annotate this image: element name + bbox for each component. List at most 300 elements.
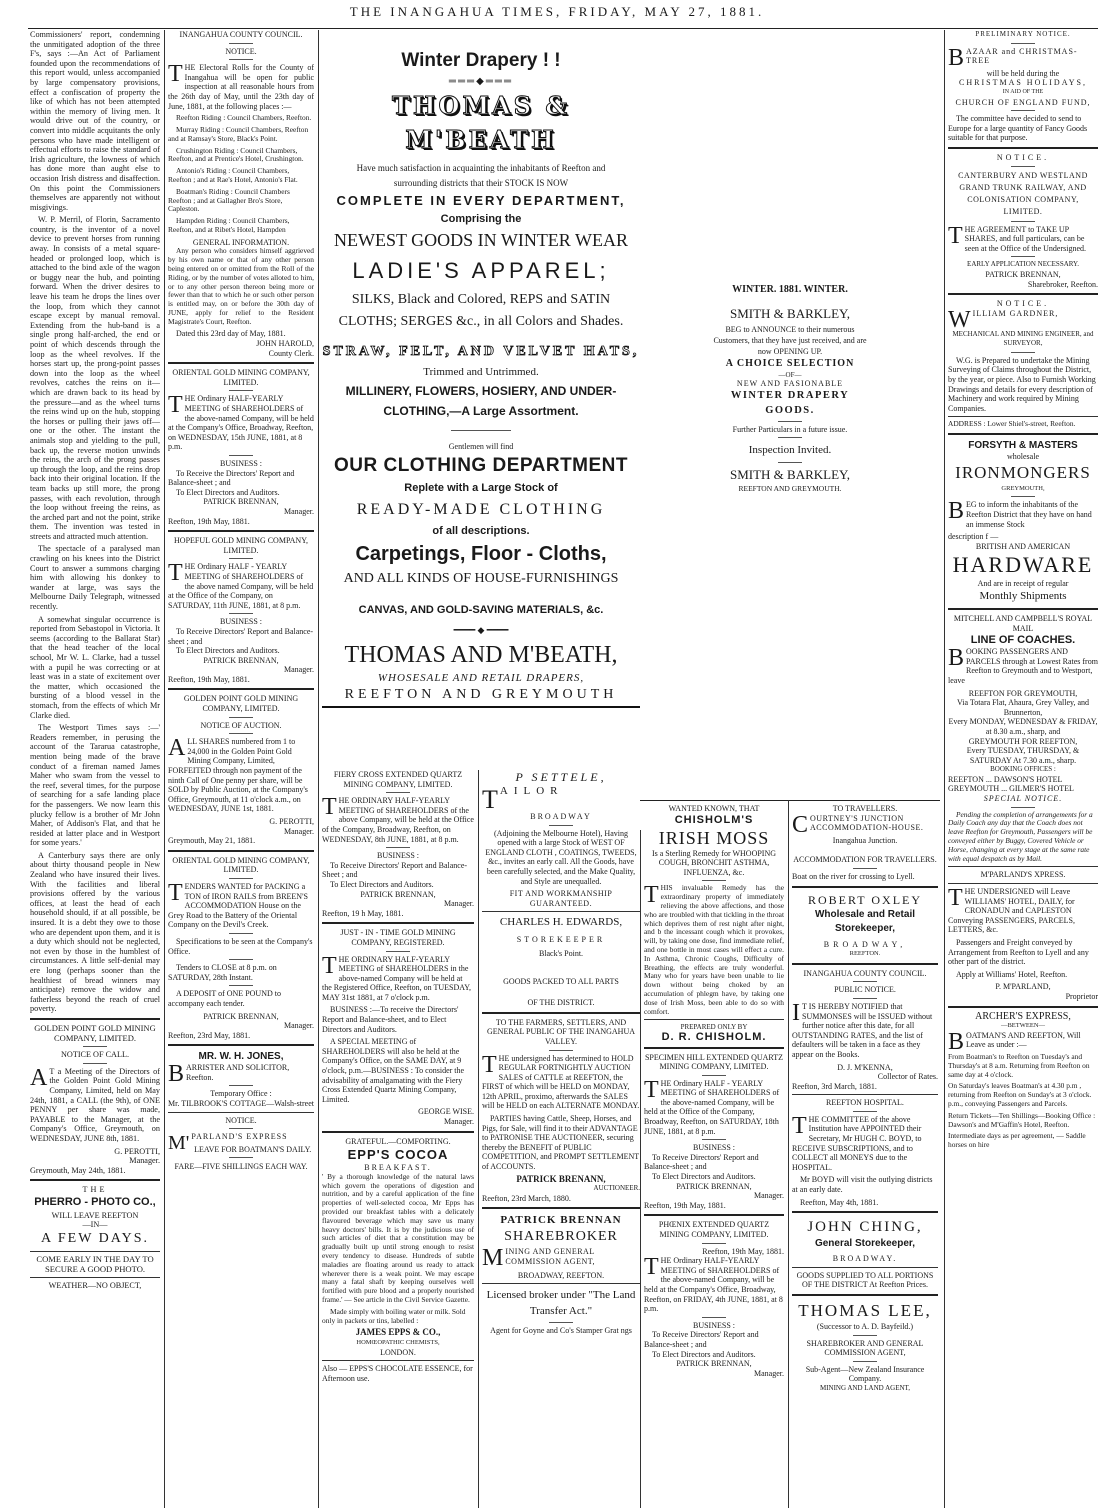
section-rule bbox=[948, 293, 1098, 295]
column-4-right bbox=[792, 804, 938, 1508]
towns-line: REEFTON AND GREYMOUTH bbox=[322, 686, 640, 708]
signature: PATRICK BRENNAN, bbox=[203, 1011, 279, 1021]
british-american: BRITISH AND AMERICAN bbox=[975, 541, 1071, 551]
complete-heading: COMPLETE IN EVERY DEPARTMENT, bbox=[336, 193, 626, 208]
column-3-left bbox=[322, 770, 474, 1508]
column-divider bbox=[318, 30, 319, 1508]
hopeful-title: HOPEFUL GOLD MINING COMPANY, LIMITED. bbox=[174, 536, 308, 555]
riding-item: Murray Riding : Council Chambers, Reefton and at Ramsay's Store, Black's Point. bbox=[168, 124, 309, 143]
short-rule bbox=[229, 733, 253, 734]
short-rule bbox=[1011, 110, 1035, 111]
ching-broadway: BROADWAY. bbox=[832, 1254, 898, 1264]
business-item: To Receive Directors' Report and Balance-sheet ; and bbox=[644, 1152, 759, 1172]
section-rule bbox=[792, 1294, 938, 1296]
business-item: To Receive the Directors' Report and Balance-sheet ; and bbox=[168, 468, 295, 488]
public-notice-body: T IS HEREBY NOTIFIED that SUMMONSES will be ISSUED without further notice after this date, for all OUTSTANDING RATES, and the list of defaulters will be taken in a face as they appear on the Books. bbox=[792, 1001, 933, 1059]
signature-role: Manager. bbox=[444, 1117, 474, 1126]
short-rule bbox=[1011, 166, 1035, 167]
section-rule bbox=[30, 1277, 160, 1278]
short-rule bbox=[549, 1050, 573, 1051]
monthly-shipments: Monthly Shipments bbox=[979, 589, 1067, 602]
riding-item: Boatman's Riding : Council Chambers Reefton ; and at Gallagher Bro's Store, Capleston. bbox=[168, 186, 290, 214]
winter-drapery-heading: Winter Drapery ! ! bbox=[401, 50, 561, 71]
irish-moss-body: HIS invaluable Remedy has the extraordinary property of immediately relieving the above affections, and those who are troubled with that tickling in the throat which deprives them of rest night after night, and b the incessant cough which it provokes, will, by taking one dose, find immediate relief, and one bottle in most cases will effect a cure. In Asthma, Chronic Coughs, Difficulty of Breathing, the effects are truly wonderful. Many who for years have been unable to lie down without being choked by an accumulation of phlegm have, by taking one dose of Irish Moss, been able to do so with comfort. bbox=[644, 883, 784, 1016]
successor-line: (Successor to A. D. Bayfeild.) bbox=[816, 1322, 914, 1331]
photo-line: WEATHER—NO OBJECT, bbox=[48, 1281, 142, 1291]
short-rule bbox=[229, 558, 253, 559]
auction-body: HE undersigned has determined to HOLD REGULAR FORTNIGHTLY AUCTION SALES of CATTLE at REEFTON, the FIRST of which will be HELD on MONDAY, 12th APRIL, proximo, afterwards the SALES will be HELD on each ALTERNATE MONDAY. bbox=[482, 1053, 640, 1111]
golden-point-title: GOLDEN POINT GOLD MINING COMPANY, LIMITED. bbox=[34, 1022, 156, 1043]
remedy-line: Is a Sterling Remedy for WHOOPING COUGH, BRONCHIT ASTHMA, INFLUENZA, &c. bbox=[651, 848, 777, 877]
booking-body: OOKING PASSENGERS AND PARCELS through at Lowest Rates from Reefton to Greymouth and to Westport, leave bbox=[948, 647, 1098, 685]
section-rule bbox=[640, 800, 940, 801]
gp-auction-body: LL SHARES numbered from 1 to 24,000 in the Golden Point Gold Mining Company, Limited, FORFEITED through non payment of the ninth Call of One penny per share, will be SOLD by Public Auction, at the Company's Office, Greymouth, at 11 o'clock a.m., on WEDNESDAY, JUNE 1st, 1881. bbox=[168, 737, 308, 814]
jones-office: Temporary Office : bbox=[210, 1089, 272, 1099]
clothing-department-heading: OUR CLOTHING DEPARTMENT bbox=[333, 455, 629, 476]
general-storekeeper: General Storekeeper, bbox=[814, 1238, 916, 1250]
riding-item: Crushington Riding : Council Chambers, Reefton, and at Prentice's Hotel, Crushington. bbox=[168, 145, 304, 164]
section-rule bbox=[322, 1131, 474, 1133]
column-divider bbox=[944, 30, 945, 1508]
oriental-tender-body: ENDERS WANTED for PACKING a TON of IRON RAILS from BREEN'S ACCOMMODATION House on the Grey Road to the Battery of the Oriental Company on the Devil's Creek. bbox=[168, 881, 308, 930]
booking-offices: BOOKING OFFICES : bbox=[990, 765, 1056, 774]
reefton-greymouth: REEFTON AND GREYMOUTH. bbox=[738, 484, 842, 493]
general-info-body: Any person who considers himself aggrieved by his own name or that of any other person being entered on or omitted from the Roll of the Riding, or by the number of votes alloted to him, or to any other person thereon being more or fewer than that to which he or such other person is entitled may, on or before the 30th day of JUNE, apply for relief to the Resident Magistrate's Court, Reefton. bbox=[168, 246, 314, 326]
photo-few-days: A FEW DAYS. bbox=[41, 1231, 149, 1247]
specimen-body: HE Ordinary HALF - YEARLY MEETING of SHAREHOLDERS of the above-named Company, will be held at the Office of the Company, Broadway, Reefton, on SATURDAY, 18th JUNE, 1881, at 8 p.m. bbox=[644, 1078, 780, 1136]
jones-address: Mr. TILBROOK'S COTTAGE—Walsh-street bbox=[168, 1099, 314, 1109]
signature: PATRICK BRENNAN, bbox=[360, 889, 436, 899]
article-paragraph: The spectacle of a paralysed man crawling on his knees into the District Court to answer a summons charging him with allowing his donkey to wander at large, was says the Melbourne Daily Telegraph, witnessed recently. bbox=[30, 544, 160, 612]
goods-packed: GOODS PACKED TO ALL PARTS bbox=[503, 976, 619, 986]
short-rule bbox=[386, 847, 410, 848]
section-rule bbox=[644, 1214, 784, 1216]
mining-land-agent: MINING AND LAND AGENT, bbox=[819, 1383, 911, 1392]
riding-item: Antonio's Riding : Council Chambers, Reefton ; and at Rae's Hotel, Antonio's Flat. bbox=[168, 166, 298, 184]
comprising-text: Comprising the bbox=[440, 213, 522, 225]
council-title: INANGAHUA COUNTY COUNCIL. bbox=[179, 30, 303, 39]
replete-text: Replete with a Large Stock of bbox=[404, 482, 558, 494]
irish-moss-heading: IRISH MOSS bbox=[658, 827, 770, 848]
greymouth-label: GREYMOUTH, bbox=[1001, 484, 1045, 492]
office-line: GREYMOUTH ... GILMER'S HOTEL bbox=[948, 784, 1074, 794]
drop-cap-m: M bbox=[482, 1245, 504, 1272]
cloths-line: CLOTHS; SERGES &c., in all Colors and Shades. bbox=[338, 314, 624, 329]
section-rule bbox=[168, 1112, 314, 1113]
epps-body: ' By a thorough knowledge of the natural laws which govern the operations of digestion and nutrition, and by a careful application of the fine properties of well-selected cocoa, Mr Epps has provided our breakfast tables with a delicately flavoured beverage which may save us many heavy doctors' bills. It is by the judicious use of such articles of diet that a constitution may be gradually built up until strong enough to resist every tendency to disease. Hundreds of subtle maladies are floating around us ready to attack wherever there is a weak point. We may escape many a fatal shaft by keeping ourselves well fortified with pure blood and a properly nourished frame.' — See article in the Civil Service Gazette. bbox=[322, 1171, 474, 1304]
grateful-line: GRATEFUL.—COMFORTING. bbox=[345, 1136, 451, 1146]
drop-cap-t: T bbox=[482, 1051, 497, 1078]
of-line: —OF— bbox=[778, 371, 802, 379]
all-descriptions-text: of all descriptions. bbox=[432, 525, 530, 537]
gentlemen-text: Gentlemen will find bbox=[448, 442, 514, 451]
storekeeper-label: STOREKEEPER bbox=[516, 935, 606, 945]
short-rule bbox=[778, 421, 802, 422]
fiery-title: FIERY CROSS EXTENDED QUARTZ MINING COMPANY, LIMITED. bbox=[333, 770, 463, 789]
drop-cap-t: T bbox=[948, 885, 963, 912]
express-title: PARLAND'S EXPRESS bbox=[191, 1132, 288, 1142]
choice-selection: A CHOICE SELECTION bbox=[725, 358, 855, 369]
smith-barkley-heading: SMITH & BARKLEY, bbox=[729, 306, 851, 321]
short-rule bbox=[549, 1322, 573, 1323]
mparland-xpress: M'PARLAND'S XPRESS. bbox=[980, 870, 1066, 880]
winter-1881-heading: WINTER. 1881. WINTER. bbox=[732, 284, 848, 295]
committee-text: The committee have decided to send to Europe for a large quantity of Fancy Goods suitable for that purpose. bbox=[948, 114, 1088, 143]
broadway-label: BROADWAY bbox=[530, 812, 592, 821]
section-rule bbox=[948, 1006, 1098, 1008]
drop-cap-t: T bbox=[644, 882, 659, 909]
signature: P. M'PARLAND, bbox=[995, 982, 1051, 992]
drop-cap-b: B bbox=[948, 498, 965, 525]
short-rule bbox=[451, 430, 511, 431]
notice-date: Reefton, May 4th, 1881. bbox=[800, 1197, 879, 1207]
wholesale-label: wholesale bbox=[1007, 452, 1039, 462]
tailor-label: AILOR bbox=[499, 785, 564, 797]
notice-heading: NOTICE. bbox=[996, 299, 1050, 309]
christmas-holidays: CHRISTMAS HOLIDAYS, bbox=[959, 78, 1087, 88]
wholesale-line: WHOSESALE AND RETAIL DRAPERS, bbox=[377, 672, 585, 684]
short-rule bbox=[778, 437, 802, 438]
column-divider bbox=[164, 30, 165, 1508]
drop-cap-a: A bbox=[168, 735, 186, 762]
column-1 bbox=[30, 30, 160, 1508]
section-rule bbox=[948, 883, 1098, 884]
signature-role: Proprietor bbox=[1065, 991, 1098, 1001]
section-rule bbox=[792, 1211, 938, 1213]
signature-role: Manager. bbox=[284, 826, 314, 836]
notice-date: Reefton, 19th May, 1881. bbox=[644, 1200, 726, 1210]
section-rule bbox=[792, 1267, 938, 1268]
accommodation-line: ACCOMMODATION FOR TRAVELLERS. bbox=[793, 855, 937, 865]
signature: GEORGE WISE. bbox=[418, 1107, 474, 1117]
epps-made: Made simply with boiling water or milk. Sold only in packets or tins, labelled : bbox=[322, 1306, 466, 1325]
short-rule bbox=[853, 868, 877, 869]
newest-goods-heading: NEWEST GOODS IN WINTER WEAR bbox=[334, 230, 628, 250]
ready-made-heading: READY-MADE CLOTHING bbox=[356, 501, 606, 518]
boyd-line: Mr BOYD will visit the outlying districts at an early date. bbox=[792, 1175, 933, 1195]
short-rule bbox=[702, 1317, 726, 1318]
inspection-invited: Inspection Invited. bbox=[748, 444, 832, 456]
business-item: To Elect Directors and Auditors. bbox=[652, 1349, 756, 1359]
boatmans-heading: OATMAN'S AND REEFTON, Will Leave as under :— bbox=[966, 1030, 1081, 1050]
passengers-text: Passengers and Freight conveyed by Arrangement from Reefton to Lyell and any other part of the district. bbox=[948, 938, 1089, 967]
subagent-line: Sub-Agent—New Zealand Insurance Company. bbox=[805, 1364, 925, 1384]
short-rule bbox=[1011, 43, 1035, 44]
drop-cap-w: W bbox=[948, 306, 971, 333]
silks-line: SILKS, Black and Colored, REPS and SATIN bbox=[351, 292, 611, 307]
preliminary-notice: PRELIMINARY NOTICE. bbox=[975, 30, 1071, 38]
dr-chisholm: D. R. CHISHOLM. bbox=[661, 1030, 767, 1043]
oriental-title: ORIENTAL GOLD MINING COMPANY, LIMITED. bbox=[172, 368, 310, 387]
section-rule bbox=[644, 1047, 784, 1049]
section-rule bbox=[168, 1044, 314, 1046]
notice-date: Reefton, 19 h May, 1881. bbox=[322, 908, 404, 918]
specimen-title: SPECIMEN HILL EXTENDED QUARTZ MINING COMPANY, LIMITED. bbox=[644, 1052, 784, 1072]
business-label: BUSINESS : bbox=[692, 1143, 735, 1153]
short-rule bbox=[229, 959, 253, 960]
auctioneer-name: PATRICK BRENANN, bbox=[516, 1173, 606, 1184]
gp-auction-subtitle: NOTICE OF AUCTION. bbox=[200, 720, 282, 730]
section-rule bbox=[168, 530, 314, 532]
drop-cap-t: T bbox=[168, 560, 183, 587]
drop-cap-t: T bbox=[168, 392, 183, 419]
travellers-line: TO TRAVELLERS. bbox=[832, 804, 898, 813]
fiery-body: HE ORDINARY HALF-YEARLY MEETING of SHAREHOLDERS of the above Company, will be held at the Office of the Company, Broadway, Reefton, on WEDNESDAY, 8th JUNE, 1881, at 8 p.m. bbox=[322, 796, 474, 844]
drop-cap-c: C bbox=[792, 811, 809, 838]
settele-body: (Adjoining the Melbourne Hotel), Having opened with a large Stock of WEST OF ENGLAND CLOTH , COATINGS, TWEEDS, &c., invites an early call. All the Goods, have been carefully selected, and the Make Quality, and Style are unequalled. bbox=[485, 828, 637, 886]
jit-special: A SPECIAL MEETING of SHAREHOLDERS will also be held at the Company's Office, on the SAME DAY, at 9 o'clock, p.m.—BUSINESS : To consider the advisability of amalgamating with the Fiery Cross Extended Quartz Mining Company, Limited. bbox=[322, 1037, 465, 1104]
between-line: —BETWEEN— bbox=[1000, 1022, 1046, 1030]
short-rule bbox=[853, 1335, 877, 1336]
photo-in: —IN— bbox=[82, 1220, 108, 1230]
notice-date: Reefton, 19th May, 1881. bbox=[168, 674, 250, 684]
epps-chocolate: Also — EPPS'S CHOCOLATE ESSENCE, for Afternoon use. bbox=[322, 1364, 473, 1383]
masthead: THE INANGAHUA TIMES, FRIDAY, MAY 27, 1881. bbox=[349, 4, 765, 19]
signature-role: Manager. bbox=[284, 1021, 314, 1031]
clothing-line: CLOTHING,—A Large Assortment. bbox=[383, 404, 579, 418]
district-line: OF THE DISTRICT. bbox=[527, 998, 595, 1008]
short-rule bbox=[229, 613, 253, 614]
gardner-heading: ILLIAM GARDNER, bbox=[972, 308, 1059, 318]
business-item: To Elect Directors and Auditors. bbox=[652, 1172, 756, 1182]
short-rule bbox=[853, 1361, 877, 1362]
intro-text: Have much satisfaction in acquainting the inhabitants of Reefton and surrounding districts that their STOCK IS NOW bbox=[356, 163, 606, 188]
tender-line: Specifications to be seen at the Company's Office. bbox=[168, 936, 313, 956]
notice-date: Reefton, 23rd May, 1881. bbox=[168, 1030, 251, 1040]
short-rule bbox=[83, 1046, 107, 1047]
business-item: To Elect Directors and Auditors. bbox=[176, 487, 280, 497]
drop-cap-b: B bbox=[948, 645, 965, 672]
notice-date: Reefton, 23rd March, 1880. bbox=[482, 1193, 571, 1203]
golden-point-body: T a Meeting of the Directors of the Golden Point Gold Mining Company, Limited, held on May 24th, 1881, a CALL (the 9th), of ONE PENNY per share was made, PAYABLE to the Manager, at the Company's Office, Greymouth, on WEDNESDAY, JUNE 8th, 1881. bbox=[30, 1066, 160, 1143]
signature-role: Manager. bbox=[754, 1368, 784, 1378]
short-rule bbox=[853, 998, 877, 999]
section-rule bbox=[948, 866, 1098, 867]
jit-title: JUST - IN - TIME GOLD MINING COMPANY, REGISTERED. bbox=[340, 928, 456, 947]
epps-company: JAMES EPPS & CO., bbox=[355, 1327, 441, 1338]
oxley-wholesale: Wholesale and Retail Storekeeper, bbox=[814, 908, 916, 934]
notice-date: Greymouth, May 24th, 1881. bbox=[30, 1165, 126, 1175]
section-rule bbox=[30, 1179, 160, 1181]
new-fashionable: NEW AND FASIONABLE bbox=[736, 379, 844, 388]
house-furnishings-heading: AND ALL KINDS OF HOUSE-FURNISHINGS bbox=[343, 571, 619, 586]
section-rule bbox=[644, 1019, 784, 1020]
short-rule bbox=[229, 1128, 253, 1129]
short-rule bbox=[229, 59, 253, 60]
forsyth-heading: FORSYTH & MASTERS bbox=[968, 440, 1078, 452]
jones-title: MR. W. H. JONES, bbox=[198, 1051, 284, 1063]
ornament-rule-icon: ━━━━ ◆ ━━━━ bbox=[453, 625, 509, 635]
apply-line: Apply at Williams' Hotel, Reefton. bbox=[956, 969, 1068, 979]
section-rule bbox=[792, 963, 938, 965]
photo-the: THE bbox=[82, 1185, 108, 1195]
jit-business: BUSINESS :—To receive the Directors' Report and Balance-sheet, and to Elect Directors and Auditors. bbox=[322, 1005, 459, 1034]
agent-line: Agent for Goyne and Co's Stamper Grat ngs bbox=[490, 1326, 632, 1336]
short-rule bbox=[702, 1139, 726, 1140]
signature-role: Manager. bbox=[129, 1156, 160, 1166]
further-particulars: Further Particulars in a future issue. bbox=[732, 425, 848, 434]
ladies-apparel-heading: LADIE'S APPAREL; bbox=[352, 258, 610, 283]
short-rule bbox=[702, 880, 726, 881]
tender-line: A DEPOSIT of ONE POUND to accompany each tender. bbox=[168, 989, 281, 1008]
column-2 bbox=[168, 30, 314, 1508]
winter-drapery-goods: WINTER DRAPERY GOODS. bbox=[730, 390, 850, 416]
every-line: Every MONDAY, WEDNESDAY & FRIDAY, at 8.30 a.m., sharp, and bbox=[948, 717, 1098, 736]
signature-role: Sharebroker, Reefton. bbox=[1027, 279, 1098, 289]
short-rule bbox=[229, 717, 253, 718]
express-line: LEAVE FOR BOATMAN'S DAILY. bbox=[194, 1144, 312, 1154]
thomas-lee-name: THOMAS LEE, bbox=[798, 1301, 932, 1320]
fit-guaranteed: FIT AND WORKMANSHIP GUARANTEED. bbox=[509, 889, 613, 908]
section-rule bbox=[168, 850, 314, 852]
wanted-known: WANTED KNOWN, THAT bbox=[668, 804, 760, 813]
general-info-title: GENERAL INFORMATION. bbox=[192, 237, 290, 247]
oriental-body: HE Ordinary HALF-YEARLY MEETING of SHAREHOLDERS of the above-named Company, will be held at the Company's Office, Broadway, Reefton, on WEDNESDAY, 15th JUNE, 1881, at 8 p.m. bbox=[168, 394, 314, 452]
section-rule bbox=[168, 688, 314, 690]
short-rule bbox=[229, 1085, 253, 1086]
hospital-body: HE COMMITTEE of the above Institution have APPOINTED their Secretary, Mr HUGH C. BOYD, to RECEIVE SUBSCRIPTIONS, and to COLLECT all MONEYS due to the HOSPITAL. bbox=[792, 1114, 922, 1172]
mining-agent: INING AND GENERAL COMMISSION AGENT, bbox=[505, 1247, 596, 1266]
boat-line: Boat on the river for crossing to Lyell. bbox=[792, 871, 915, 881]
homeopathic-line: HOMŒOPATHIC CHEMISTS, bbox=[356, 1338, 440, 1346]
gp-auction-title: GOLDEN POINT GOLD MINING COMPANY, LIMITED. bbox=[183, 694, 299, 714]
oriental-tender-title: ORIENTAL GOLD MINING COMPANY, LIMITED. bbox=[172, 855, 310, 875]
business-item: To Receive Directors' Report and Balance-sheet ; and bbox=[168, 626, 314, 646]
short-rule bbox=[83, 1063, 107, 1064]
drop-cap-b: B bbox=[168, 1061, 185, 1088]
sharebroker-name: PATRICK BRENNAN bbox=[500, 1214, 622, 1227]
forsyth-body: EG to inform the inhabitants of the Reefton District that they have on hand an immense Stock bbox=[966, 500, 1092, 529]
short-rule bbox=[778, 462, 802, 463]
section-rule bbox=[948, 608, 1098, 610]
business-item: To Receive Directors' Report and Balance-sheet ; and bbox=[644, 1330, 759, 1349]
prepared-by: PREPARED ONLY BY bbox=[680, 1023, 748, 1032]
ching-name: JOHN CHING, bbox=[807, 1219, 923, 1236]
short-rule bbox=[853, 1111, 877, 1112]
drop-cap-b: B bbox=[948, 44, 965, 71]
business-label: BUSINESS : bbox=[376, 851, 419, 861]
mitchell-campbell: MITCHELL AND CAMPBELL'S ROYAL MAIL bbox=[953, 613, 1093, 633]
photo-company-title: PHERRO - PHOTO CO., bbox=[34, 1195, 156, 1208]
in-aid: IN AID OF THE bbox=[1002, 88, 1044, 95]
settele-name: P SETTELE, bbox=[515, 770, 607, 784]
short-rule bbox=[1011, 256, 1035, 257]
column-4 bbox=[640, 30, 940, 1508]
office-line: REEFTON ... DAWSON'S HOTEL bbox=[948, 774, 1063, 784]
edwards-name: CHARLES H. EDWARDS, bbox=[499, 916, 623, 929]
reefton-for-greymouth: REEFTON FOR GREYMOUTH, bbox=[968, 688, 1078, 698]
drop-cap-t: T bbox=[482, 785, 498, 814]
signature-role: County Clerk. bbox=[268, 348, 314, 358]
short-rule bbox=[1011, 221, 1035, 222]
riding-item: Hampden Riding : Council Chambers, Reefton, and at Ribet's Hotel, Hampden bbox=[168, 216, 290, 234]
short-rule bbox=[386, 792, 410, 793]
section-rule bbox=[482, 1283, 640, 1284]
archer-schedule: From Boatman's to Reefton on Tuesday's and Thursday's at 8 a.m. Returning from Reefton on same day at 4 o'clock. bbox=[948, 1051, 1090, 1079]
sharebroker-label: SHAREBROKER bbox=[504, 1229, 618, 1245]
column-5 bbox=[948, 30, 1098, 1508]
photo-line: COME EARLY IN THE DAY TO SECURE A GOOD PHOTO. bbox=[36, 1254, 154, 1274]
church-fund: CHURCH OF ENGLAND FUND, bbox=[955, 97, 1091, 107]
short-rule bbox=[702, 1075, 726, 1076]
via-line: Via Totara Flat, Ahaura, Grey Valley, and Brunnerton, bbox=[956, 698, 1090, 717]
drop-cap-t: T bbox=[168, 61, 183, 88]
hardware-heading: HARDWARE bbox=[952, 552, 1094, 578]
council-title: INANGAHUA COUNTY COUNCIL. bbox=[803, 968, 927, 978]
description-line: description f — bbox=[948, 532, 999, 542]
column-divider bbox=[478, 770, 479, 1508]
gardner-body: W.G. is Prepared to undertake the Mining Surveying of Claims throughout the District, by the year, or piece. Also to Furnish Working Drawings and details for every description of Machinery and work required by Mining Companies. bbox=[948, 355, 1096, 413]
business-item: To Elect Directors and Auditors. bbox=[176, 646, 280, 656]
breakfast-line: BREAKFAST. bbox=[364, 1163, 432, 1173]
short-rule bbox=[229, 455, 253, 456]
short-rule bbox=[229, 933, 253, 934]
top-rule bbox=[28, 28, 1098, 29]
notice-date: Reefton, 19th May, 1881. bbox=[702, 1246, 784, 1256]
every-line-2: Every TUESDAY, THURSDAY, & SATURDAY At 7.30 a.m., sharp. bbox=[966, 746, 1080, 765]
drop-cap-t: T bbox=[644, 1076, 659, 1103]
archers-express: ARCHER'S EXPRESS, bbox=[975, 1010, 1071, 1022]
short-rule bbox=[1011, 496, 1035, 497]
oxley-name: ROBERT OXLEY bbox=[807, 892, 923, 907]
held-during: will be held during the bbox=[986, 68, 1060, 78]
epps-cocoa-heading: EPP'S COCOA bbox=[347, 1147, 449, 1163]
public-notice: PUBLIC NOTICE. bbox=[834, 985, 896, 995]
blacks-point: Black's Point. bbox=[538, 948, 584, 958]
section-rule bbox=[792, 1094, 938, 1095]
business-label: BUSINESS : bbox=[219, 459, 262, 469]
notice-date: Greymouth, May 21, 1881. bbox=[168, 836, 256, 846]
short-rule bbox=[229, 878, 253, 879]
drop-cap-t: T bbox=[168, 879, 183, 906]
article-paragraph: W. P. Merril, of Florin, Sacramento country, is the inventor of a novel device to prevent horses from running away. In consists of a metal square-headed or prolonged loop, which is attached to the bind axle of the wagon or buggy near the hub, and pointing forward. When the driver desires to leave his team he drops the lines over the loop, from which they cannot escape except by manual removal. Extending from the hub-band is a single prong half-arched, the end or point of which descends through the loop as the wheel revolves. If the horses start up, the prong-point passes down into the loop as the wheel revolves, catches the reins on it—which are drawn back to its head by the pressure—and as the wheel turns the reins wind up on the hub, stopping the horses or pulling their jaws off—one or the other. The instant the animals stop and yielding to the pull, back up, the reverse motion unwinds the reins, the arch of the prong passes up through the loop, and the reins drop back into their original location. If the team backs up still more, the prong passes, with each revolution, through the loop without freeing the reins, as the arched part and not the point, strike them. The invention was tested in streets and attracted much attention. bbox=[30, 215, 160, 541]
section-rule bbox=[322, 922, 474, 924]
article-paragraph: A somewhat singular occurrence is reported from Sebastopol in Victoria. It seems (according to the Ballarat Star) that the head teacher of the local school, Mr W. L. Clarke, had a tussel with a pupil he was correcting or at least was in a state of excitement over the matter, which occasioned the bursting of a blood vessel in the stomach, from the effects of which Mr Clarke died. bbox=[30, 614, 160, 720]
section-rule bbox=[482, 911, 640, 912]
jit-body: HE ORDINARY HALF-YEARLY MEETING of SHAREHOLDERS in the above-named Company will be held at the Registered Office, Reefton, on TUESDAY, MAY 31st 1881, at 7 o'clock p.m. bbox=[322, 954, 472, 1002]
signature-role: Manager. bbox=[754, 1191, 784, 1201]
short-rule bbox=[1011, 807, 1035, 808]
special-notice: SPECIAL NOTICE. bbox=[983, 794, 1063, 804]
signature: PATRICK BRENNAN, bbox=[676, 1181, 752, 1191]
receipt-line: And are in receipt of regular bbox=[977, 579, 1069, 589]
tender-line: Tenders to CLOSE at 8 p.m. on SATURDAY, 28th Instant. bbox=[168, 963, 277, 982]
phoenix-title: PHŒNIX EXTENDED QUARTZ MINING COMPANY, LIMITED. bbox=[658, 1220, 770, 1240]
express-fare: FARE—FIVE SHILLINGS EACH WAY. bbox=[174, 1162, 308, 1172]
drop-cap-t: T bbox=[322, 952, 337, 979]
short-rule bbox=[229, 390, 253, 391]
drop-cap-i: I bbox=[792, 999, 800, 1026]
section-rule bbox=[948, 433, 1098, 435]
intermediate-days: Intermediate days as per agreement, — Saddle horses on hire bbox=[948, 1131, 1086, 1150]
section-rule bbox=[792, 886, 938, 888]
business-label: BUSINESS : bbox=[219, 617, 262, 627]
inangahua-junction: Inangahua Junction. bbox=[832, 835, 898, 845]
column-4-left bbox=[644, 804, 784, 1508]
pending-text: Pending the completion of arrangements for a Daily Coach any day that the Coach does not leave Reefton for Greymouth, Passengers will be conveyed either by Buggy, Covered Vehicle or Horse, changing at every stage at the same rate with equal despatch as by Mail. bbox=[948, 809, 1093, 863]
drop-cap-b: B bbox=[948, 1028, 965, 1055]
short-rule bbox=[853, 981, 877, 982]
railway-heading: CANTERBURY AND WESTLAND GRAND TRUNK RAILWAY, AND COLONISATION COMPANY, LIMITED. bbox=[958, 170, 1088, 216]
short-rule bbox=[1011, 352, 1035, 353]
chisholms-heading: CHISHOLM'S bbox=[674, 813, 754, 826]
agreement-body: HE AGREEMENT to TAKE UP SHARES, and full particulars, can be seen at the Office of the Undersigned. bbox=[964, 224, 1087, 253]
hospital-title: REEFTON HOSPITAL. bbox=[826, 1098, 904, 1108]
ironmongers-heading: IRONMONGERS bbox=[955, 462, 1091, 482]
hopeful-body: HE Ordinary HALF - YEARLY MEETING of SHAREHOLDERS of the above named Company, will be held at the Office of the Company, on SATURDAY, 11th JUNE, 1881, at 8 p.m. bbox=[168, 562, 314, 610]
notice-date: Reefton, 3rd March, 1881. bbox=[792, 1081, 877, 1091]
short-rule bbox=[549, 825, 573, 826]
